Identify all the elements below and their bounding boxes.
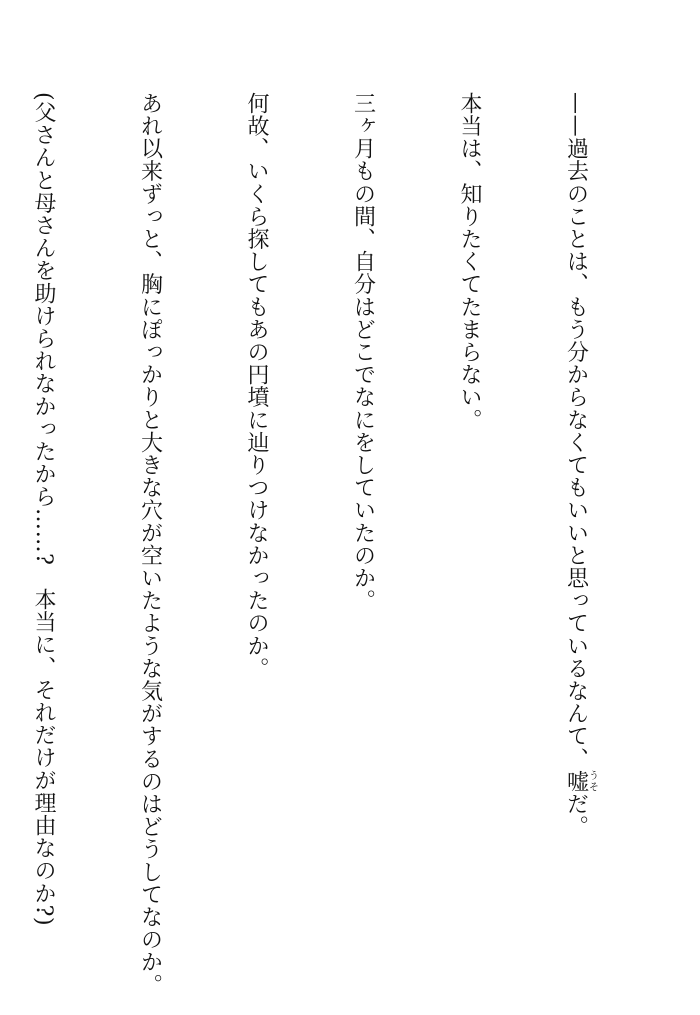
text-line-3: 三ヶ月もの間、自分はどこでなにをしていたのか。 xyxy=(350,92,376,612)
line-1-text-after: だ。 xyxy=(563,792,589,838)
line-1-text-before: ——過去のことは、もう分からなくてもいいと思っているなんて、 xyxy=(563,92,589,770)
vertical-text-body xyxy=(0,92,668,996)
text-line-6: (父さんと母さんを助けられなかったから……? 本当に、それだけが理由なのか?) xyxy=(31,92,56,927)
ruby-base-uso: 嘘 xyxy=(563,770,589,793)
text-line-2: 本当は、知りたくてたまらない。 xyxy=(457,92,482,431)
text-line-1 xyxy=(558,92,597,992)
ruby-uso xyxy=(563,770,598,793)
text-line-4: 何故、いくら探してもあの円墳に辿りつけなかったのか。 xyxy=(244,92,269,680)
text-line-5: あれ以来ずっと、胸にぽっかりと大きな穴が空いたような気がするのはどうしてなのか。 xyxy=(137,92,163,996)
ruby-reading-uso: うそ xyxy=(586,770,598,793)
